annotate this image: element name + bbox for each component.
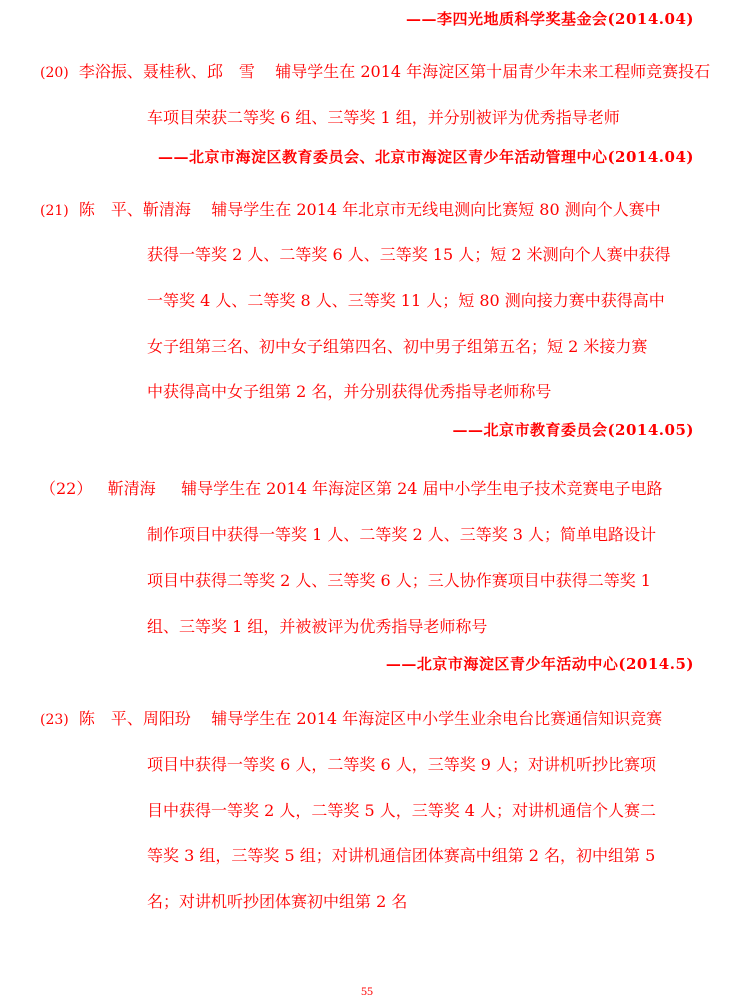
entry-text: 女子组第三名、初中女子组第四名、初中男子组第五名；短 2 米接力赛 — [147, 337, 648, 356]
entry-first-line — [40, 62, 710, 83]
entry-text: 一等奖 4 人、二等奖 8 人、三等奖 11 人；短 80 测向接力赛中获得高中 — [147, 291, 665, 310]
entry-text: 中获得高中女子组第 2 名，并分别获得优秀指导老师称号 — [147, 382, 552, 401]
entry-text: 辅导学生在 2014 年海淀区第 24 届中小学生电子技术竞赛电子电路 — [181, 479, 663, 498]
entry-names: 陈 平、靳清海 — [78, 200, 191, 219]
entry-number: (23) — [40, 712, 69, 728]
source-line: ——北京市海淀区青少年活动中心(2014.5) — [385, 655, 694, 673]
entry-text: 获得一等奖 2 人、二等奖 6 人、三等奖 15 人；短 2 米测向个人赛中获得 — [147, 245, 671, 264]
entry-names: 李浴振、聂桂秋、邱 雪 — [78, 62, 255, 81]
entry-names: 陈 平、周阳玢 — [78, 709, 191, 728]
entry-first-line — [40, 200, 661, 221]
entry-number: (21) — [40, 203, 69, 219]
entry-text: 项目中获得二等奖 2 人、三等奖 6 人；三人协作赛项目中获得二等奖 1 — [147, 571, 651, 590]
page-number: 55 — [361, 984, 373, 998]
entry-text: 项目中获得一等奖 6 人，二等奖 6 人，三等奖 9 人；对讲机听抄比赛项 — [147, 755, 657, 774]
entry-names: 靳清海 — [107, 479, 156, 498]
entry-text: 辅导学生在 2014 年海淀区中小学生业余电台比赛通信知识竞赛 — [211, 709, 663, 728]
entry-number: （22） — [40, 479, 93, 498]
entry-text: 组、三等奖 1 组，并被被评为优秀指导老师称号 — [147, 617, 488, 636]
entry-first-line — [40, 709, 662, 730]
entry-text: 制作项目中获得一等奖 1 人、二等奖 2 人、三等奖 3 人；简单电路设计 — [147, 525, 657, 544]
entry-text: 车项目荣获二等奖 6 组、三等奖 1 组，并分别被评为优秀指导老师 — [147, 108, 620, 127]
entry-text: 名；对讲机听抄团体赛初中组第 2 名 — [147, 892, 408, 911]
entry-text: 辅导学生在 2014 年北京市无线电测向比赛短 80 测向个人赛中 — [211, 200, 661, 219]
entry-text: 辅导学生在 2014 年海淀区第十届青少年未来工程师竞赛投石 — [275, 62, 711, 81]
entry-text: 目中获得一等奖 2 人，二等奖 5 人，三等奖 4 人；对讲机通信个人赛二 — [147, 801, 657, 820]
entry-number: (20) — [40, 65, 69, 81]
source-line: ——北京市教育委员会(2014.05) — [452, 421, 694, 439]
entry-first-line — [40, 479, 663, 499]
source-line: ——李四光地质科学奖基金会(2014.04) — [405, 10, 694, 28]
source-line: ——北京市海淀区教育委员会、北京市海淀区青少年活动管理中心(2014.04) — [157, 148, 694, 166]
entry-text: 等奖 3 组，三等奖 5 组；对讲机通信团体赛高中组第 2 名，初中组第 5 — [147, 846, 656, 865]
